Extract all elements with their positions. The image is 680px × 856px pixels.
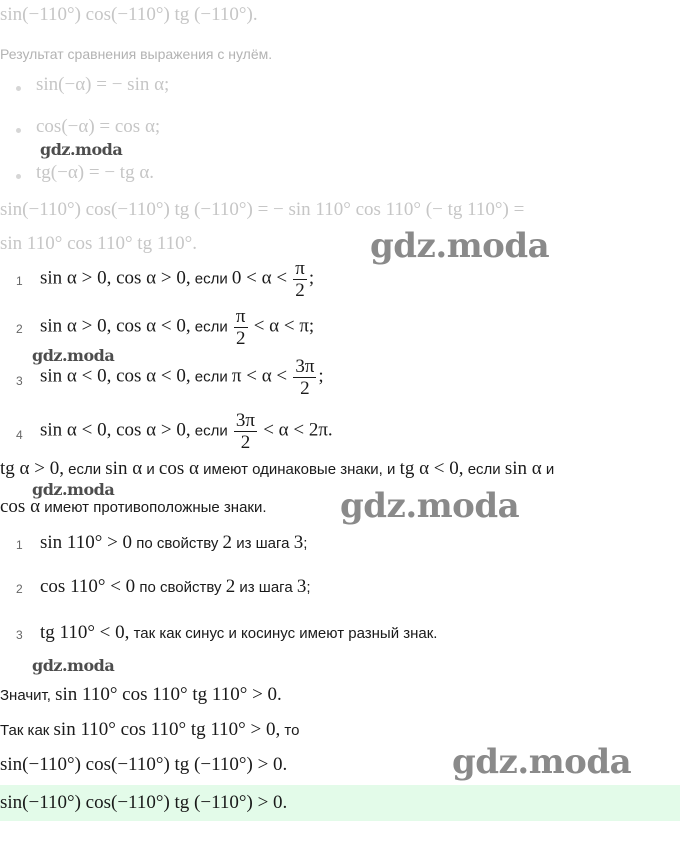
sign-text: ;: [306, 579, 311, 596]
conclusion-math: sin 110° cos 110° tg 110° > 0.: [55, 684, 282, 705]
sign-math: 2: [225, 576, 236, 597]
list-number: 1: [16, 538, 23, 552]
fraction-denominator: 2: [293, 279, 307, 301]
bullet-dot: [16, 128, 21, 133]
sign-item-1: [40, 532, 307, 554]
tg-rule-line-1: [0, 458, 554, 480]
bullet-dot: [16, 174, 21, 179]
sign-text: по свойству: [139, 579, 222, 596]
sign-text: так как синус и косинус имеют разный знак.: [133, 625, 438, 642]
sign-math: 2: [222, 532, 233, 553]
fraction-numerator: π: [235, 306, 246, 327]
sign-text: из шага: [239, 579, 293, 596]
watermark-logo: gdz.moda: [340, 486, 520, 526]
tg-rule-math: cos α: [0, 496, 41, 517]
property-sin: sin(−α) = − sin α;: [36, 74, 170, 95]
quarter-fraction: [234, 306, 248, 349]
quarter-pre: 0 < α <: [231, 267, 288, 289]
quarter-item-2: [40, 306, 314, 349]
quarter-cond: если: [194, 422, 228, 440]
conclusion-text: то: [284, 722, 300, 739]
sign-math: 3: [296, 576, 307, 597]
conclusion-line-2: [0, 719, 299, 741]
quarter-post: < α < π;: [253, 315, 315, 337]
quarter-lhs: sin α > 0, cos α < 0,: [40, 315, 191, 337]
tg-rule-math: tg α < 0,: [399, 458, 464, 479]
quarter-lhs: sin α < 0, cos α < 0,: [40, 365, 191, 387]
quarter-post: ;: [308, 267, 315, 289]
sign-item-2: [40, 576, 311, 598]
property-tg: tg(−α) = − tg α.: [36, 162, 155, 183]
quarter-post: ;: [318, 365, 324, 387]
quarter-item-4: [40, 410, 333, 453]
watermark-logo: gdz.moda: [32, 480, 115, 499]
fraction-numerator: 3π: [295, 356, 315, 377]
header-expression: sin(−110°) cos(−110°) tg (−110°).: [0, 4, 258, 25]
quarter-fraction: [293, 258, 307, 301]
quarter-lhs: sin α < 0, cos α > 0,: [40, 419, 191, 441]
quarter-lhs: sin α > 0, cos α > 0,: [40, 267, 191, 289]
quarter-fraction: [293, 356, 316, 399]
conclusion-text: Так как: [0, 722, 50, 739]
header-subtitle: Результат сравнения выражения с нулём.: [0, 46, 273, 62]
list-number: 1: [16, 274, 23, 288]
watermark-logo: gdz.moda: [370, 226, 550, 266]
quarter-cond: если: [194, 318, 228, 336]
tg-rule-math: sin α: [504, 458, 542, 479]
quarter-cond: если: [194, 270, 228, 288]
quarter-cond: если: [194, 368, 228, 386]
bullet-dot: [16, 86, 21, 91]
watermark-logo: gdz.moda: [40, 140, 123, 159]
conclusion-line-1: [0, 684, 282, 706]
sign-math: cos 110° < 0: [40, 576, 136, 597]
list-number: 2: [16, 582, 23, 596]
list-number: 3: [16, 374, 23, 388]
watermark-logo: gdz.moda: [32, 346, 115, 365]
conclusion-line-3: sin(−110°) cos(−110°) tg (−110°) > 0.: [0, 754, 288, 775]
sign-text: по свойству: [136, 535, 219, 552]
sign-math: 3: [293, 532, 304, 553]
sign-text: из шага: [236, 535, 290, 552]
sign-text: ;: [303, 535, 308, 552]
tg-rule-text: и: [545, 461, 555, 478]
transform-line-1: sin(−110°) cos(−110°) tg (−110°) = − sin 110° cos 110° (− tg 110°) =: [0, 199, 525, 220]
answer-box: sin(−110°) cos(−110°) tg (−110°) > 0.: [0, 785, 680, 821]
tg-rule-math: cos α: [158, 458, 199, 479]
tg-rule-text: и: [146, 461, 155, 478]
tg-rule-line-2: [0, 496, 267, 518]
tg-rule-math: sin α: [105, 458, 143, 479]
list-number: 2: [16, 322, 23, 336]
quarter-pre: π < α <: [231, 365, 288, 387]
transform-line-2: sin 110° cos 110° tg 110°.: [0, 233, 197, 254]
conclusion-math: sin 110° cos 110° tg 110° > 0,: [53, 719, 281, 740]
tg-rule-text: если: [467, 461, 501, 478]
tg-rule-text: имеют одинаковые знаки, и: [203, 461, 396, 478]
fraction-denominator: 2: [234, 431, 257, 453]
sign-math: tg 110° < 0,: [40, 622, 130, 643]
fraction-denominator: 2: [293, 377, 316, 399]
sign-item-3: [40, 622, 437, 644]
property-cos: cos(−α) = cos α;: [36, 116, 161, 137]
watermark-logo: gdz.moda: [452, 742, 632, 782]
tg-rule-text: если: [68, 461, 102, 478]
list-number: 4: [16, 428, 23, 442]
list-number: 3: [16, 628, 23, 642]
fraction-numerator: 3π: [235, 410, 256, 431]
tg-rule-text: имеют противоположные знаки.: [44, 499, 267, 516]
fraction-numerator: π: [295, 258, 305, 279]
tg-rule-math: tg α > 0,: [0, 458, 64, 479]
fraction-denominator: 2: [234, 327, 248, 349]
sign-math: sin 110° > 0: [40, 532, 133, 553]
quarter-post: < α < 2π.: [263, 419, 333, 441]
watermark-logo: gdz.moda: [32, 656, 115, 675]
quarter-fraction: [234, 410, 257, 453]
conclusion-text: Значит,: [0, 687, 51, 704]
quarter-item-1: [40, 258, 314, 301]
